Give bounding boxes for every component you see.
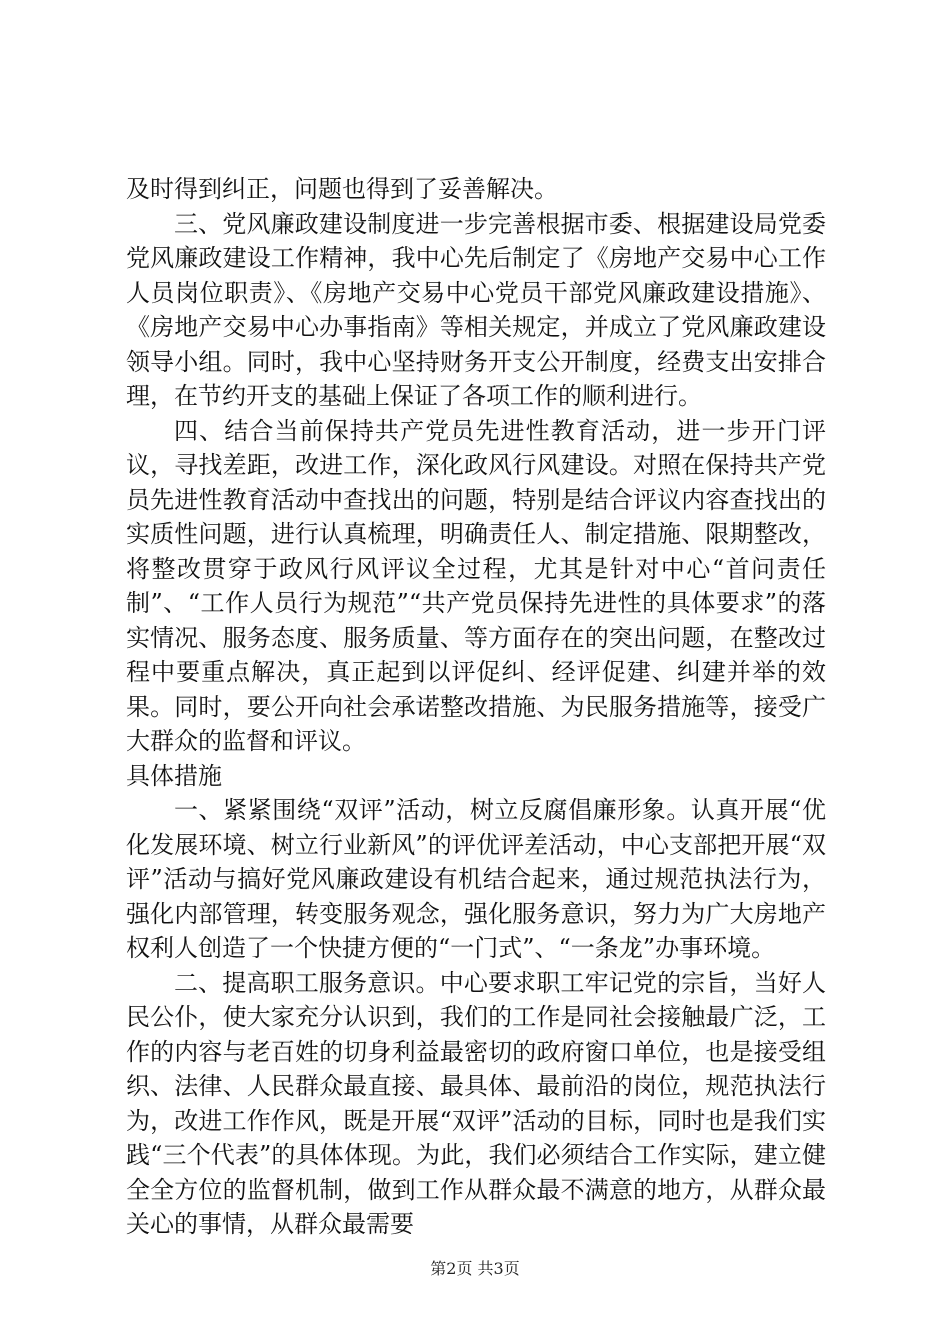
paragraph-2: 三、党风廉政建设制度进一步完善根据市委、根据建设局党委党风廉政建设工作精神，我中心先后制定了《房地产交易中心工作人员岗位职责》、《房地产交易中心党员干部党风廉政建设措施》、《房地产交易中心办事指南》等相关规定，并成立了党风廉政建设领导小组。同时，我中心坚持财务开支公开制度，经费支出安排合理，在节约开支的基础上保证了各项工作的顺利进行。	[126, 209, 826, 410]
paragraph-3: 四、结合当前保持共产党员先进性教育活动，进一步开门评议，寻找差距，改进工作，深化政风行风建设。对照在保持共产党员先进性教育活动中查找出的问题，特别是结合评议内容查找出的实质性问题，进行认真梳理，明确责任人、制定措施、限期整改，将整改贯穿于政风行风评议全过程，尤其是针对中心“首问责任制”、“工作人员行为规范”“共产党员保持先进性的具体要求”的落实情况、服务态度、服务质量、等方面存在的突出问题，在整改过程中要重点解决，真正起到以评促纠、经评促建、纠建并举的效果。同时，要公开向社会承诺整改措施、为民服务措施等，接受广大群众的监督和评议。	[126, 416, 826, 755]
paragraph-5: 二、提高职工服务意识。中心要求职工牢记党的宗旨，当好人民公仆，使大家充分认识到，我们的工作是同社会接触最广泛，工作的内容与老百姓的切身利益最密切的政府窗口单位，也是接受组织、法律、人民群众最直接、最具体、最前沿的岗位，规范执法行为，改进工作作风，既是开展“双评”活动的目标，同时也是我们实践“三个代表”的具体体现。为此，我们必须结合工作实际，建立健全全方位的监督机制，做到工作从群众最不满意的地方，从群众最关心的事情，从群众最需要	[126, 968, 826, 1238]
document-body	[126, 172, 826, 1242]
page-footer: 第2页 共3页	[430, 1259, 520, 1278]
section-heading: 具体措施	[126, 761, 222, 790]
paragraph-1: 及时得到纠正，问题也得到了妥善解决。	[126, 175, 558, 203]
paragraph-4: 一、紧紧围绕“双评”活动，树立反腐倡廉形象。认真开展“优化发展环境、树立行业新风”的评优评差活动，中心支部把开展“双评”活动与搞好党风廉政建设有机结合起来，通过规范执法行为，强化内部管理，转变服务观念，强化服务意识，努力为广大房地产权利人创造了一个快捷方便的“一门式”、“一条龙”办事环境。	[126, 796, 826, 962]
